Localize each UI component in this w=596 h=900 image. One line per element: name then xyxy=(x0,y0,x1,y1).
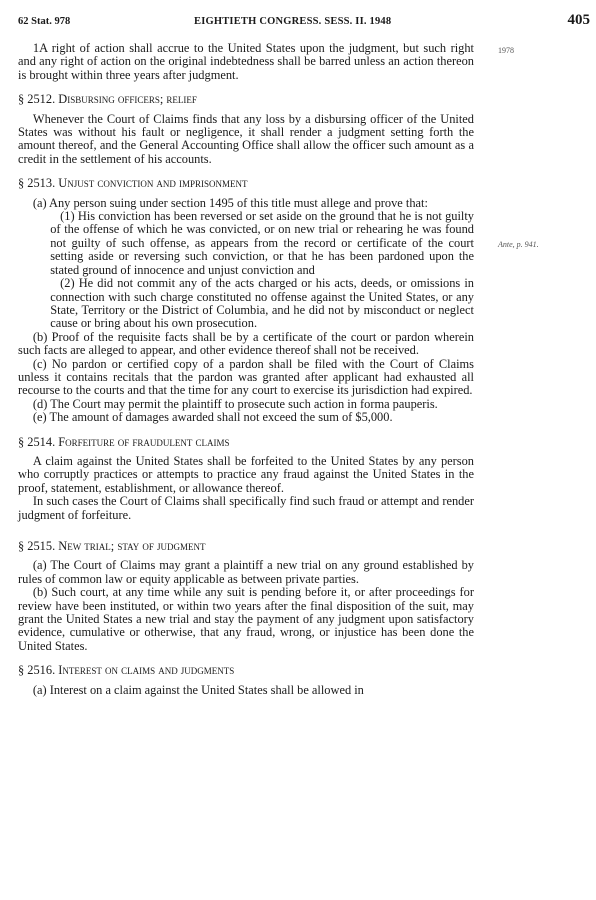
section-2513-e: (e) The amount of damages awarded shall not exceed the sum of $5,000. xyxy=(32,410,393,425)
section-2513-a: (a) Any person suing under section 1495 of this title must allege and prove that: xyxy=(32,195,428,210)
section-2513-a1: (1) His conviction has been reversed or set aside on the ground that he is not guilty of the offense of which he was convicted, or on new trial or rehearing he was found not guilty of such offense, as appears from the record or certificate of the court setting aside or reversing such conviction, or that he has been pardoned upon the stated ground of innocence and unjust conviction and xyxy=(50,209,474,277)
intro-paragraph: 1A right of action shall accrue to the United States upon the judgment, but such right and any right of action on the original indebtedness shall be barred unless an action thereon is brought within three years after judgment. xyxy=(18,41,474,82)
margin-note-1: 1978 xyxy=(498,46,514,55)
section-2514-p1: A claim against the United States shall be forfeited to the United States by any person who corruptly practices or attempts to practice any fraud against the United States in the proof, statement, establishment, or allowance thereof. xyxy=(18,453,474,495)
section-heading-2514: § 2514. Forfeiture of fraudulent claims xyxy=(18,434,230,449)
section-2515-a: (a) The Court of Claims may grant a plaintiff a new trial on any ground established by rules of common law or equity applicable as between private parties. xyxy=(18,558,474,586)
section-heading-2515: § 2515. New trial; stay of judgment xyxy=(18,539,206,553)
section-2513-d: (d) The Court may permit the plaintiff to prosecute such action in forma pauperis. xyxy=(32,396,438,411)
section-heading-2513: § 2513. Unjust conviction and imprisonment xyxy=(18,176,248,191)
section-2516-a: (a) Interest on a claim against the United States shall be allowed in xyxy=(32,682,364,697)
section-2512-body: Whenever the Court of Claims finds that any loss by a disbursing officer of the United States was without his fault or negligence, it shall render a judgment setting forth the amount thereof, and the General Accounting Office shall allow the officer such amount as a credit in the settlement of his accounts. xyxy=(18,111,474,166)
page-number: 405 xyxy=(567,12,590,28)
document-body xyxy=(18,42,474,697)
stat-reference: 62 Stat. 978 xyxy=(18,16,71,27)
margin-note-2: Ante, p. 941. xyxy=(498,240,539,249)
running-header xyxy=(18,12,590,32)
section-2515-b: (b) Such court, at any time while any suit is pending before it, or after proceedings for review have been instituted, or within two years after the final disposition of the suit, may grant the United States a new trial and stay the payment of any judgment upon satisfactory evidence, cumulative or otherwise, that any fraud, wrong, or injustice has been done the United States. xyxy=(18,585,474,653)
section-2514-p2: In such cases the Court of Claims shall specifically find such fraud or attempt and render judgment of forfeiture. xyxy=(18,494,474,522)
section-2513-b: (b) Proof of the requisite facts shall be by a certificate of the court or pardon wherein such facts are alleged to appear, and other evidence thereof shall not be received. xyxy=(18,329,474,358)
section-heading-2512: § 2512. Disbursing officers; relief xyxy=(18,92,197,107)
section-2513-c: (c) No pardon or certified copy of a pardon shall be filed with the Court of Claims unless it contains recitals that the pardon was granted after applicant had exhausted all recourse to the courts and that the time for any court to exercise its jurisdiction had expired. xyxy=(18,356,474,398)
congress-session: EIGHTIETH CONGRESS. SESS. II. 1948 xyxy=(194,16,392,27)
section-2513-a2: (2) He did not commit any of the acts charged or his acts, deeds, or omissions in connection with such charge constituted no offense against the United States, or any State, Territory or the District of Columbia, and he did not by misconduct or neglect cause or bring about his own prosecution. xyxy=(50,276,474,331)
section-heading-2516: § 2516. Interest on claims and judgments xyxy=(18,663,235,678)
